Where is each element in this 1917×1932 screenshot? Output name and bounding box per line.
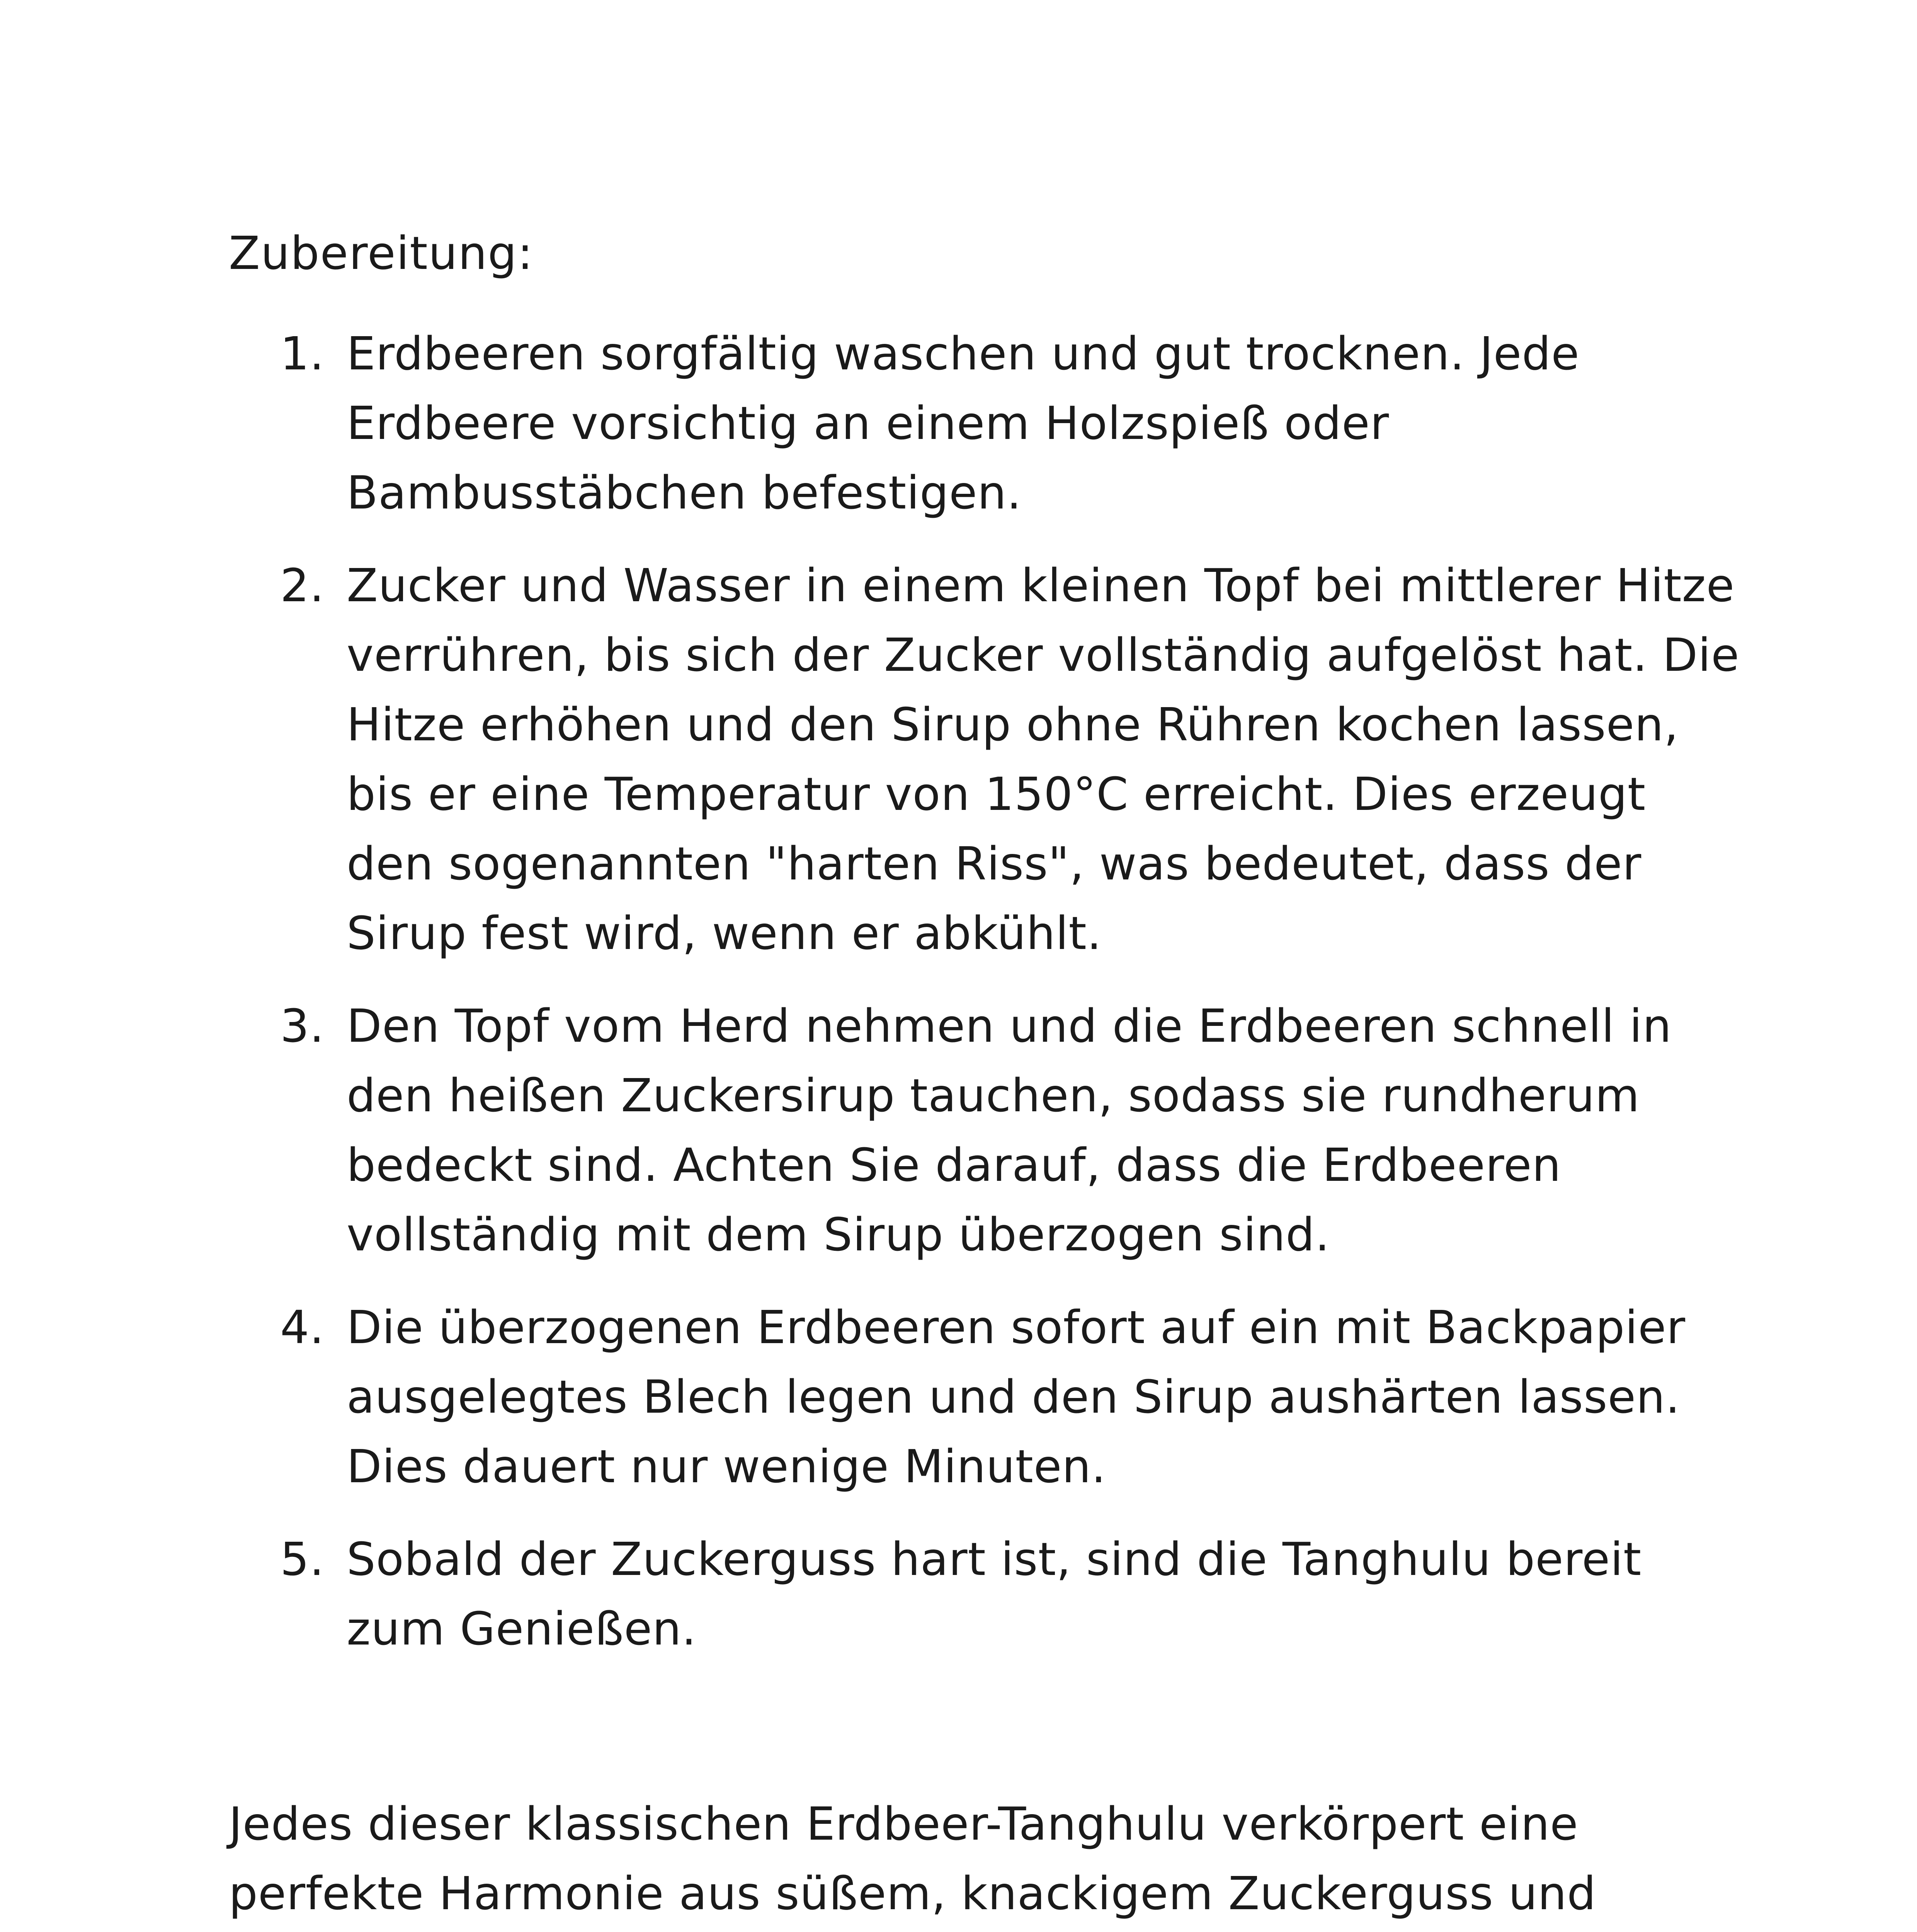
- instruction-step: [280, 1293, 1741, 1501]
- step-text: Zucker und Wasser in einem kleinen Topf bei mittlerer Hitze verrühren, bis sich der Zucker vollständig aufgelöst hat. Die Hitze erhöhen und den Sirup ohne Rühren kochen lassen, bis er eine Temperatur von 150°C erreicht. Dies erzeugt den sogenannten "harten Riss", was bedeutet, dass der Sirup fest wird, wenn er abkühlt.: [347, 559, 1740, 960]
- step-text: Erdbeeren sorgfältig waschen und gut trocknen. Jede Erdbeere vorsichtig an einem Holzspieß oder Bambusstäbchen befestigen.: [347, 327, 1580, 519]
- step-number: 4.: [280, 1301, 325, 1354]
- step-text: Sobald der Zuckerguss hart ist, sind die Tanghulu bereit zum Genießen.: [347, 1532, 1642, 1655]
- instruction-step: [280, 319, 1741, 527]
- instruction-step: [280, 551, 1741, 968]
- step-number: 3.: [280, 999, 325, 1053]
- step-text: Den Topf vom Herd nehmen und die Erdbeeren schnell in den heißen Zuckersirup tauchen, sodass sie rundherum bedeckt sind. Achten Sie darauf, dass die Erdbeeren vollständig mit dem Sirup überzogen sind.: [347, 999, 1672, 1261]
- closing-paragraph: Jedes dieser klassischen Erdbeer-Tanghulu verkörpert eine perfekte Harmonie aus süßem, knackigem Zuckerguss und: [229, 1797, 1597, 1920]
- step-number: 2.: [280, 559, 325, 612]
- instruction-step: [280, 991, 1741, 1269]
- step-text: Die überzogenen Erdbeeren sofort auf ein mit Backpapier ausgelegtes Blech legen und den Sirup aushärten lassen. Dies dauert nur wenige Minuten.: [347, 1301, 1686, 1493]
- instruction-step: [280, 1524, 1741, 1663]
- section-heading: Zubereitung:: [229, 226, 534, 280]
- step-number: 5.: [280, 1532, 325, 1586]
- instruction-list: [280, 319, 1741, 1663]
- step-number: 1.: [280, 327, 325, 380]
